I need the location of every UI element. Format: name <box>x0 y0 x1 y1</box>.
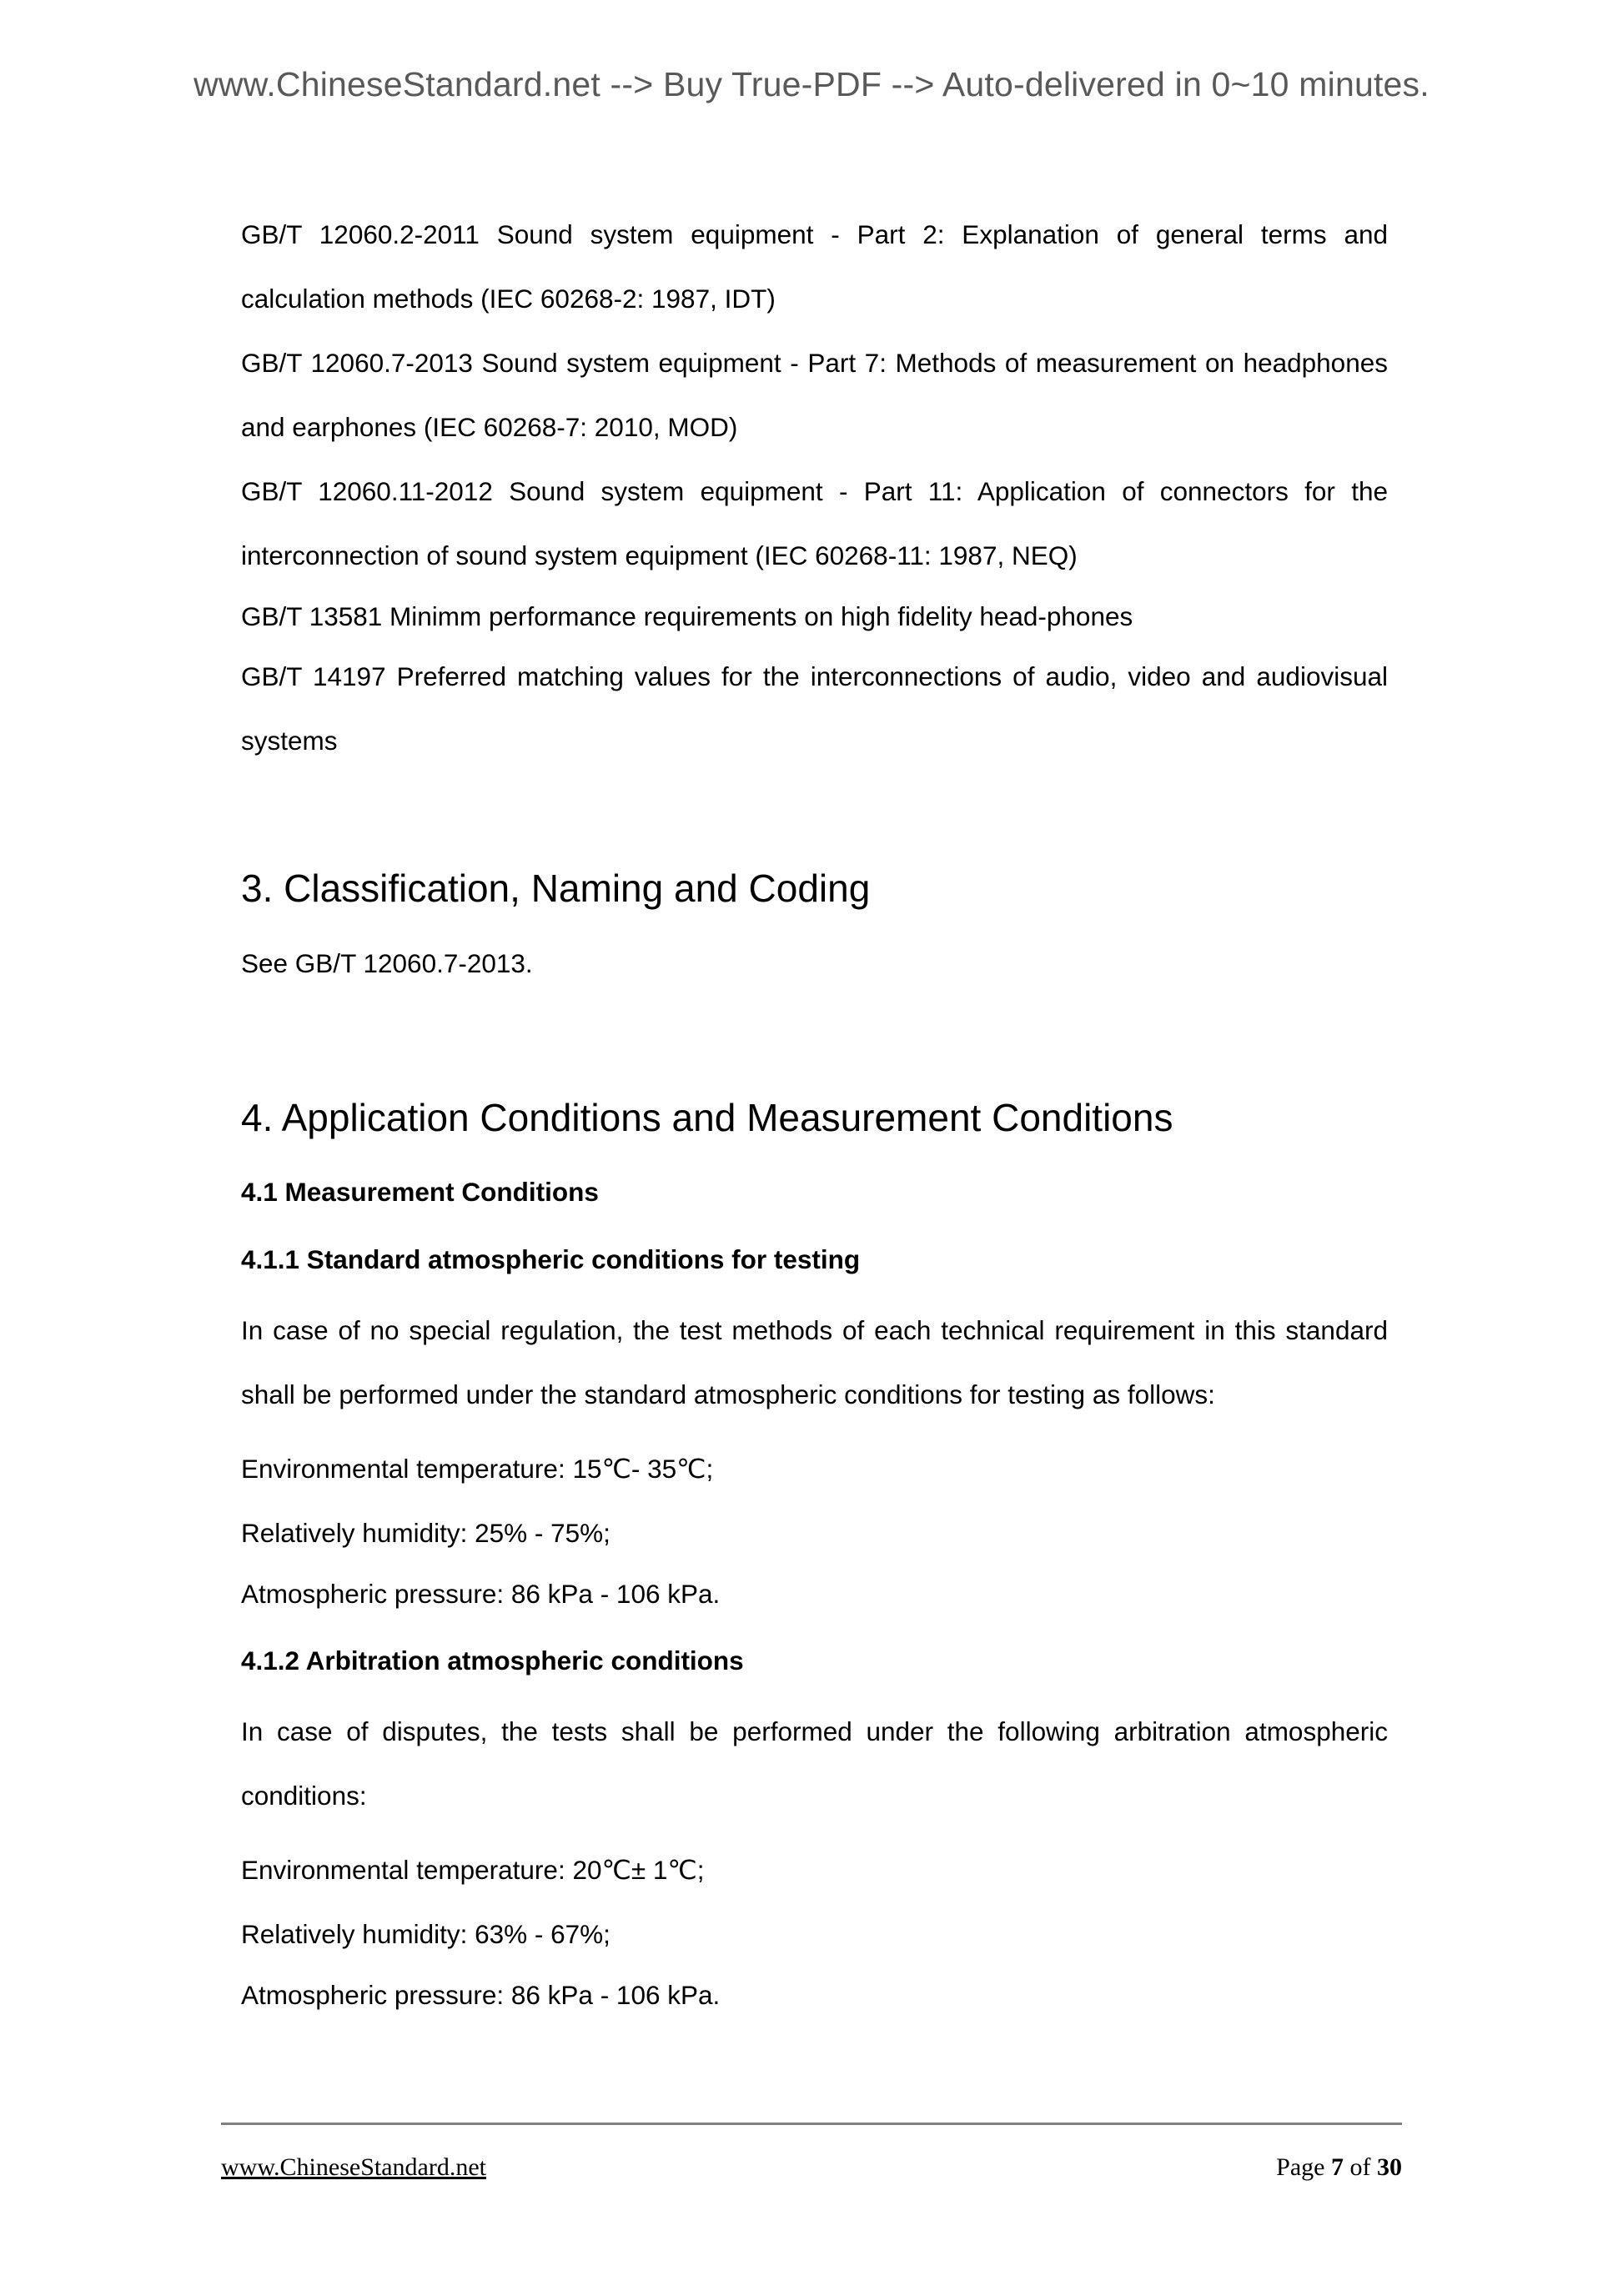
spacer <box>241 1427 1388 1437</box>
section-heading-3: 3. Classification, Naming and Coding <box>241 867 871 910</box>
standard-pressure-value: Atmospheric pressure: 86 kPa - 106 kPa. <box>241 1578 721 1609</box>
footer-page-prefix: Page <box>1276 2153 1331 2181</box>
footer-total-pages: 30 <box>1377 2153 1402 2181</box>
standard-temperature-value: Environmental temperature: 15℃- 35℃; <box>241 1453 714 1484</box>
section-heading-4: 4. Application Conditions and Measurement Conditions <box>241 1095 1173 1139</box>
spacer <box>241 913 1388 932</box>
promo-header-banner: www.ChineseStandard.net --> Buy True-PDF --> Auto-delivered in 0~10 minutes. <box>193 65 1430 103</box>
footer-site-link[interactable]: www.ChineseStandard.net <box>221 2153 486 2181</box>
subsection-heading-4-1-1: 4.1.1 Standard atmospheric conditions for testing <box>241 1243 861 1274</box>
reference-entry-gbt-12060-2: GB/T 12060.2-2011 Sound system equipment - Part 2: Explanation of general terms and calculation methods (IEC 60268-2: 1987, IDT) <box>241 219 1388 314</box>
subsection-heading-4-1: 4.1 Measurement Conditions <box>241 1177 599 1207</box>
spacer <box>241 1828 1388 1838</box>
section-4-1-1-intro: In case of no special regulation, the test methods of each technical requirement in this standard shall be performed under the standard atmospheric conditions for testing as follows: <box>241 1314 1388 1409</box>
spacer <box>241 773 1388 865</box>
arbitration-temperature-value: Environmental temperature: 20℃± 1℃; <box>241 1854 705 1885</box>
reference-entry-gbt-13581: GB/T 13581 Minimm performance requirements on high fidelity head-phones <box>241 601 1133 631</box>
spacer <box>241 1678 1388 1700</box>
section-3-body: See GB/T 12060.7-2013. <box>241 947 533 978</box>
spacer <box>241 1142 1388 1175</box>
reference-entry-gbt-12060-7: GB/T 12060.7-2013 Sound system equipment - Part 7: Methods of measurement on headphones and earphones (IEC 60268-7: 2010, MOD) <box>241 348 1388 442</box>
section-4-1-2-intro: In case of disputes, the tests shall be performed under the following arbitration atmospheric conditions: <box>241 1716 1388 1811</box>
page-footer <box>221 2123 1402 2182</box>
spacer <box>241 1277 1388 1299</box>
footer-page-middle: of <box>1344 2153 1377 2181</box>
arbitration-pressure-value: Atmospheric pressure: 86 kPa - 106 kPa. <box>241 1979 721 2010</box>
reference-entry-gbt-14197: GB/T 14197 Preferred matching values for the interconnections of audio, video and audiovisual systems <box>241 661 1388 756</box>
document-body <box>241 203 1388 2023</box>
spacer <box>241 996 1388 1094</box>
standard-humidity-value: Relatively humidity: 25% - 75%; <box>241 1517 611 1548</box>
spacer <box>241 1209 1388 1243</box>
footer-divider <box>221 2123 1402 2125</box>
footer-current-page: 7 <box>1331 2153 1344 2181</box>
reference-entry-gbt-12060-11: GB/T 12060.11-2012 Sound system equipment - Part 11: Application of connectors for the interconnection of sound system equipment (IEC 60268-11: 1987, NEQ) <box>241 476 1388 570</box>
spacer <box>241 1622 1388 1644</box>
footer-page-number <box>1276 2153 1402 2182</box>
arbitration-humidity-value: Relatively humidity: 63% - 67%; <box>241 1918 611 1949</box>
subsection-heading-4-1-2: 4.1.2 Arbitration atmospheric conditions <box>241 1645 744 1676</box>
